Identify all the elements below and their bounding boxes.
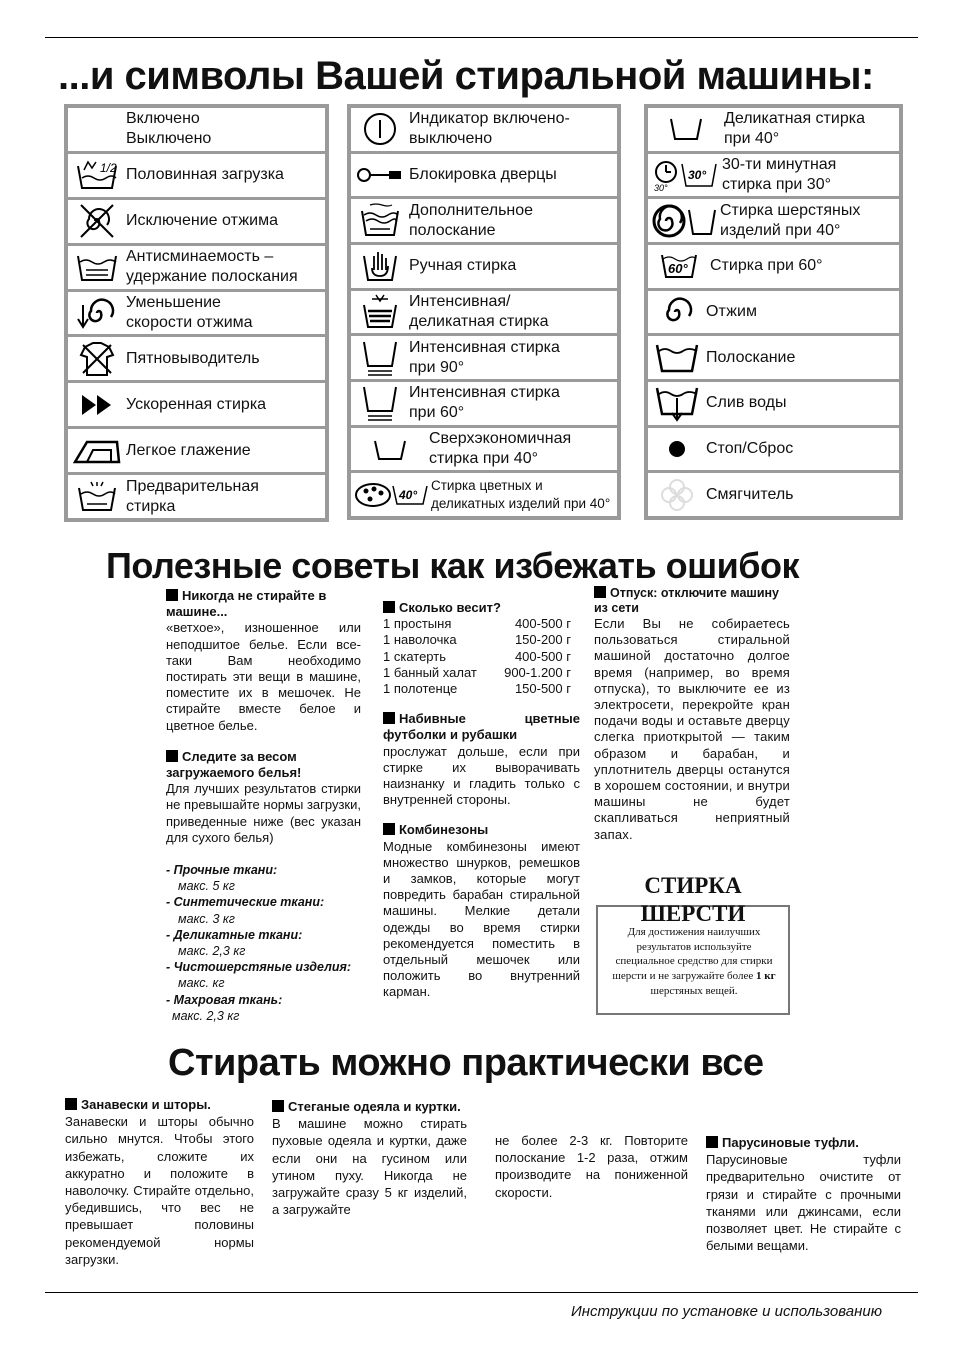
- tips-heading: Полезные советы как избежать ошибок: [106, 545, 799, 586]
- bullet-square-icon: [383, 823, 395, 835]
- wool-wash-text: Для достижения наилучших результатов используйте специальное средство для стирки шерсти и не загружайте более 1 кг шерстяных вещей.: [612, 926, 776, 997]
- wool-wash-title: СТИРКА ШЕРСТИ: [640, 873, 746, 926]
- bullet-square-icon: [272, 1100, 284, 1112]
- weight-row: 1 полотенце 150-500 г: [383, 681, 571, 697]
- symbol-intensive-60: Интенсивная стирка при 60°: [351, 382, 617, 428]
- bullet-square-icon: [706, 1136, 718, 1148]
- load-list: [166, 862, 361, 1024]
- symbol-color-40: 40° Стирка цветных и деликатных изделий при 40°: [351, 473, 617, 516]
- washable-heading: Стирать можно практически все: [168, 1042, 764, 1084]
- tips-column-3: [594, 586, 790, 843]
- load-item: - Деликатные ткани: макс. 2,3 кг: [166, 927, 303, 959]
- wool-40-icon: [648, 202, 720, 240]
- svg-text:60°: 60°: [668, 261, 688, 277]
- intensive-90-icon: [351, 338, 409, 378]
- easy-iron-icon: [68, 438, 126, 464]
- hand-wash-icon: [351, 248, 409, 284]
- washable-column-quilts: [272, 1098, 467, 1218]
- symbol-rinse: Полоскание: [648, 336, 899, 382]
- symbol-eco-40: Сверхэкономичная стирка при 40°: [351, 428, 617, 474]
- intensive-delicate-icon: [351, 293, 409, 331]
- symbol-hand-wash: Ручная стирка: [351, 245, 617, 291]
- load-item: - Махровая ткань: макс. 2,3 кг: [166, 992, 283, 1023]
- symbol-power-indicator: Индикатор включено- выключено: [351, 108, 617, 154]
- symbol-stain-remover: Пятновыводитель: [68, 337, 325, 383]
- softener-icon: [648, 477, 706, 513]
- svg-text:30°: 30°: [688, 168, 707, 182]
- symbol-drain: Слив воды: [648, 382, 899, 428]
- half-load-icon: [68, 158, 126, 192]
- fast-wash-icon: [68, 393, 126, 417]
- quilts-text-continued: не более 2-3 кг. Повторите полоскание 1-2 раза, отжим производите на пониженной скорости.: [495, 1133, 688, 1200]
- washable-column-curtains: [65, 1096, 254, 1268]
- bullet-square-icon: [166, 589, 178, 601]
- quilts-heading: Стеганые одеяла и куртки.: [288, 1099, 461, 1114]
- washable-column-quilts-cont: [495, 1132, 688, 1201]
- delicate-40-icon: [648, 115, 724, 143]
- symbol-stop-reset: Стоп/Сброс: [648, 428, 899, 474]
- washable-column-canvas-shoes: [706, 1134, 901, 1254]
- load-item: - Синтетические ткани: макс. 3 кг: [166, 895, 325, 926]
- anti-crease-icon: [68, 250, 126, 284]
- tip-text-vacation: Если Вы не собираетесь пользоваться стиральной машиной достаточно долгое время (например, во время отпуска), то выключите ее из электросети, перекройте кран подачи воды и оставьте дверцу слегка приоткрытой — таким образом и барабан, и уплотнитель дверцы останутся в хорошем состоянии, и внутри машины не будет скапливаться неприятный запах.: [594, 616, 790, 842]
- intensive-60-icon: [351, 383, 409, 423]
- color-40-icon: [351, 480, 431, 510]
- canvas-shoes-text: Парусиновые туфли предварительно очистите от грязи и стирайте с прочными тканями или джинсами, если позволяет цвет. Не стирайте с белыми вещами.: [706, 1152, 901, 1254]
- quilts-text: В машине можно стирать пуховые одеяла и куртки, даже если они на гусином или утином пуху. Никогда не загружайте сразу 5 кг изделий, а загружайте: [272, 1116, 467, 1218]
- svg-text:40°: 40°: [399, 487, 418, 502]
- tip-heading-load-weight: Следите за весом загружаемого белья!: [166, 748, 302, 781]
- weight-row: 1 банный халат 900-1.200 г: [383, 664, 571, 680]
- tips-column-1: [166, 588, 361, 1024]
- symbols-heading: ...и символы Вашей стиральной машины:: [58, 54, 874, 98]
- symbol-intensive-90: Интенсивная стирка при 90°: [351, 336, 617, 382]
- tip-heading-vacation: Отпуск: отключите машину из сети: [594, 586, 780, 615]
- symbol-intensive-delicate: Интенсивная/ деликатная стирка: [351, 291, 617, 337]
- eco-40-icon: [351, 437, 429, 461]
- symbol-wash-60: 60° Стирка при 60°: [648, 245, 899, 291]
- symbol-extra-rinse: Дополнительное полоскание: [351, 199, 617, 245]
- symbols-table-right: [644, 104, 903, 520]
- symbol-half-load: 1/2 Половинная загрузка: [68, 154, 325, 200]
- tip-heading-printed-tshirts: Набивные цветные футболки и рубашки: [383, 711, 580, 743]
- symbol-30min: 30° 30° 30-ти минутная стирка при 30°: [648, 154, 899, 200]
- curtains-text: Занавески и шторы обычно сильно мнутся. Чтобы этого избежать, сложите их аккуратно и положите в наволочку. Стирайте отдельно, убедившись, что вес не превышает половины рекомендуемой нормы загрузки.: [65, 1114, 254, 1267]
- tip-text-never-wash: «ветхое», изношенное или неподшитое белье. Если все-таки Вам необходимо постирать эти вещи в машине, поместите их в мешочек. Не стирайте вместе белое и цветное белье.: [166, 620, 361, 733]
- spin-icon: [648, 295, 706, 329]
- weight-row: 1 скатерть 400-500 г: [383, 648, 571, 664]
- weight-row: 1 наволочка 150-200 г: [383, 632, 571, 648]
- symbol-on-off: Включено Выключено: [68, 108, 325, 154]
- tip-heading-never-wash: Никогда не стирайте в машине...: [166, 588, 327, 620]
- symbol-no-spin: Исключение отжима: [68, 200, 325, 246]
- rinse-icon: [648, 341, 706, 375]
- curtains-heading: Занавески и шторы.: [81, 1097, 211, 1112]
- canvas-shoes-heading: Парусиновые туфли.: [722, 1135, 859, 1150]
- tip-text-printed-tshirts: прослужат дольше, если при стирке их выворачивать наизнанку и гладить только с внутренней стороны.: [383, 743, 580, 808]
- prewash-icon: [68, 480, 126, 514]
- wash-60-icon: [648, 251, 710, 281]
- extra-rinse-icon: [351, 203, 409, 239]
- door-lock-icon: [351, 165, 409, 185]
- top-rule: [45, 37, 918, 38]
- load-item: - Прочные ткани: макс. 5 кг: [166, 863, 278, 894]
- symbols-table-middle: [347, 104, 621, 520]
- weights-table: [383, 616, 571, 697]
- symbol-delicate-40: Деликатная стирка при 40°: [648, 108, 899, 154]
- symbol-anti-crease: Антисминаемость – удержание полоскания: [68, 246, 325, 292]
- bullet-square-icon: [383, 712, 395, 724]
- symbol-easy-iron: Легкое глажение: [68, 429, 325, 475]
- footer-text: Инструкции по установке и использованию: [571, 1303, 882, 1320]
- symbol-softener: Смягчитель: [648, 473, 899, 516]
- drain-icon: [648, 384, 706, 422]
- weight-row: 1 простыня 400-500 г: [383, 616, 571, 632]
- bullet-square-icon: [65, 1098, 77, 1110]
- tips-column-2: [383, 600, 580, 1001]
- symbol-spin: Отжим: [648, 291, 899, 337]
- no-spin-icon: [68, 201, 126, 241]
- stop-reset-icon: [648, 440, 706, 458]
- symbol-door-lock: Блокировка дверцы: [351, 154, 617, 200]
- tip-heading-weights: Сколько весит?: [383, 600, 580, 616]
- stain-remover-icon: [68, 339, 126, 379]
- symbols-table-left: [64, 104, 329, 522]
- power-indicator-icon: [351, 111, 409, 147]
- symbol-fast-wash: Ускоренная стирка: [68, 383, 325, 429]
- bullet-square-icon: [166, 750, 178, 762]
- symbol-prewash: Предварительная стирка: [68, 475, 325, 518]
- reduced-spin-icon: [68, 292, 126, 335]
- bullet-square-icon: [594, 586, 606, 598]
- 30min-icon: [648, 158, 722, 192]
- bottom-rule: [45, 1292, 918, 1293]
- tip-heading-overalls: Комбинезоны: [383, 822, 580, 838]
- tip-text-load-weight: Для лучших результатов стирки не превышайте нормы загрузки, приведенные ниже (вес указан для сухого белья): [166, 781, 361, 845]
- symbol-wool-40: Стирка шерстяных изделий при 40°: [648, 199, 899, 245]
- tip-text-overalls: Модные комбинезоны имеют множество шнурков, ремешков и замков, которые могут повредить барабан стиральной машины. Мелкие детали одежды во время стирки рекомендуется поместить в отдельный мешочек или положить во внутренний карман.: [383, 838, 580, 1000]
- symbol-reduced-spin: Уменьшение скорости отжима: [68, 292, 325, 338]
- svg-text:30°: 30°: [654, 183, 668, 192]
- load-item: - Чистошерстяные изделия: макс. кг: [166, 960, 352, 991]
- svg-text:1/2: 1/2: [100, 161, 117, 176]
- bullet-square-icon: [383, 601, 395, 613]
